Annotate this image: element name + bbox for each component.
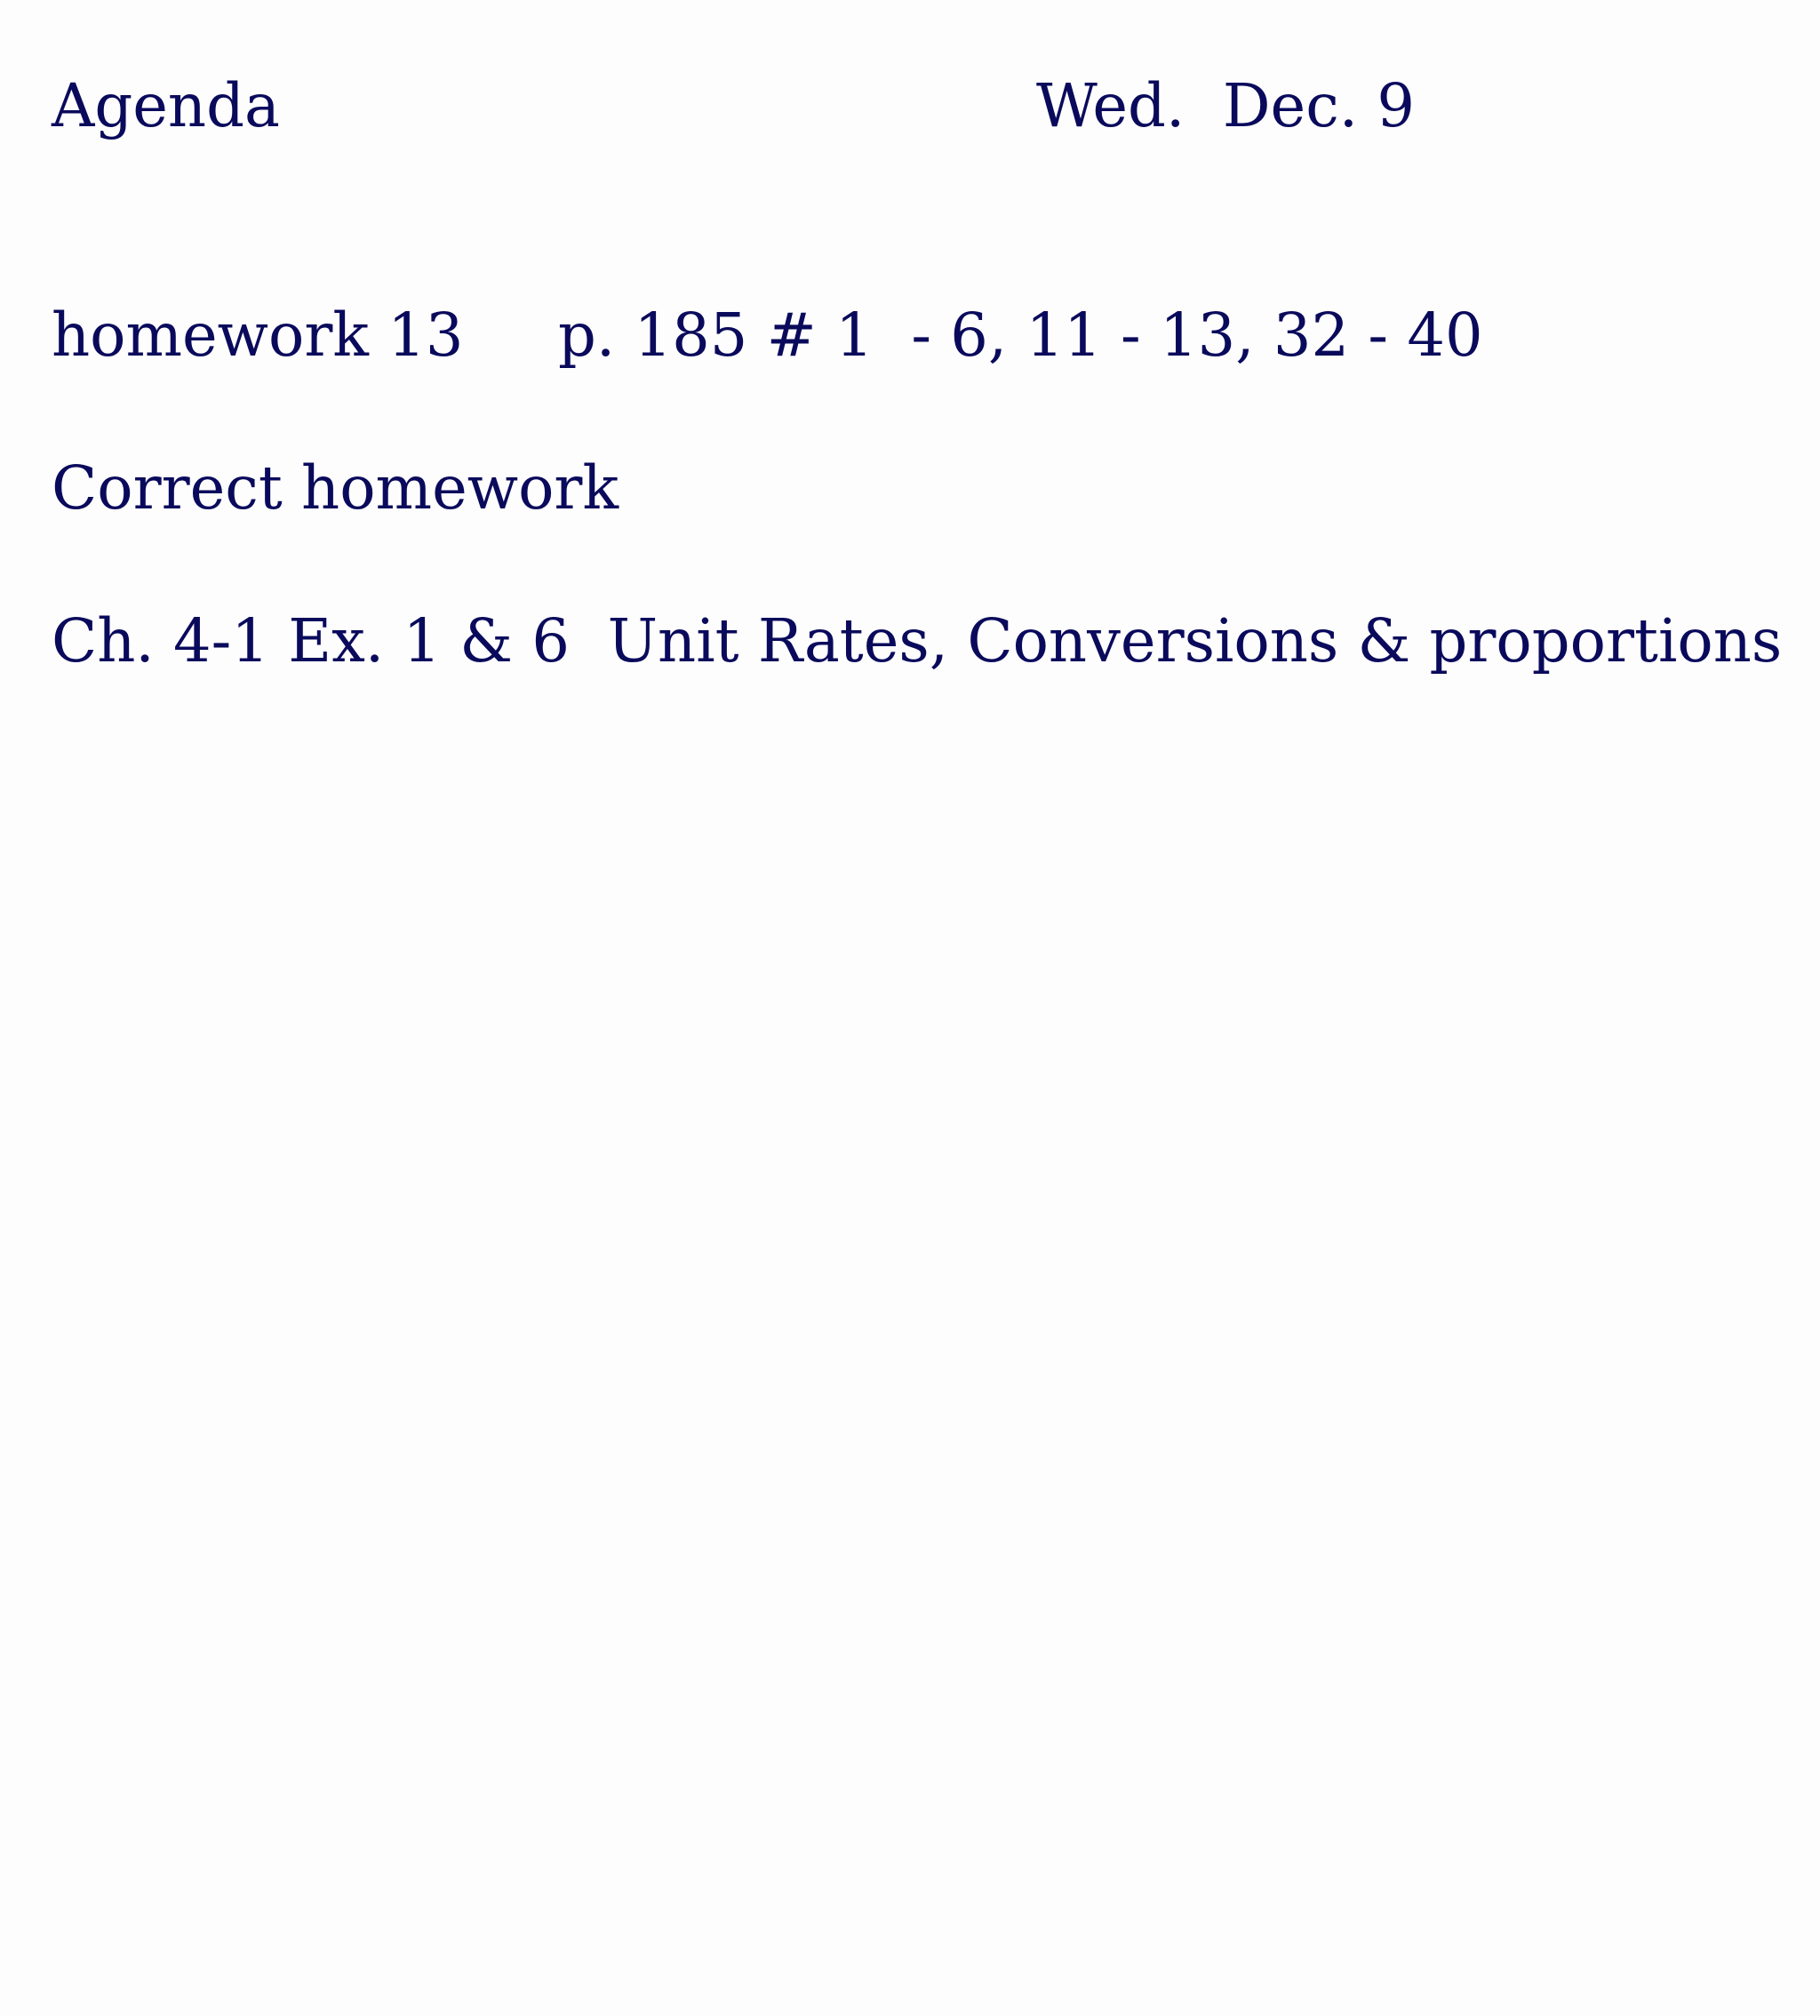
- agenda-item-homework: homework 13 p. 185 # 1 - 6, 11 - 13, 32 - 40: [52, 300, 1483, 370]
- agenda-item-chapter-lesson: Ch. 4-1 Ex. 1 & 6 Unit Rates, Conversions & proportions: [52, 606, 1783, 676]
- page-date: Wed. Dec. 9: [1036, 71, 1415, 140]
- page-title: Agenda: [52, 71, 280, 140]
- agenda-item-correct-homework: Correct homework: [52, 453, 619, 523]
